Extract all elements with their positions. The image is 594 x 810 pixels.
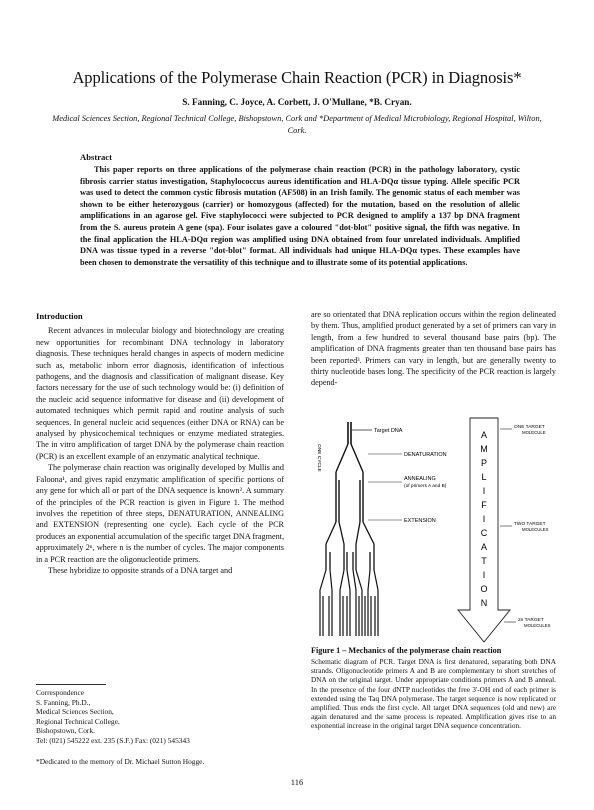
svg-text:A: A	[480, 542, 488, 552]
paper-title: Applications of the Polymerase Chain Reaction (PCR) in Diagnosis*	[72, 68, 522, 87]
abstract-body: This paper reports on three applications of the polymerase chain reaction (PCR) in the pathology laboratory, cystic fibrosis carrier status investigation, Staphylococcus aureus identification and HLA-DQα tissue typing. Allele specific PCR was used to detect the common cystic fibrosis mutation (AF508) in an Irish family. The genomic status of each member was shown to be either heterozygous (carrier) or homozygous (affected) for the mutation, based on the resolution of allelic amplifications in an agarose gel. Five staphylococci were subjected to PCR designed to amplify a 137 bp DNA fragment from the S. aureus protein A gene (spa). Four isolates gave a coloured "dot-blot" positive signal, the fifth was negative. In the final application the HLA-DQα region was amplified using DNA obtained from four unrelated individuals. Amplified DNA was tissue typed in a reverse "dot-blot" format. All individuals had unique HLA-DQα types. These examples have been chosen to demonstrate the versatility of this technique and to illustrate some of its potential applications.	[80, 165, 520, 267]
two-target-label: TWO TARGET	[514, 522, 546, 527]
svg-text:I: I	[482, 514, 486, 524]
correspondence-line: Bishopstown, Cork.	[36, 726, 95, 736]
correspondence-line: Medical Sciences Section,	[36, 707, 114, 717]
intro-paragraph-1: Recent advances in molecular biology and biotechnology are creating new opportunities for recombinant DNA technology in laboratory diagnosis. These techniques herald changes in aspects of modern medicine such as, metabolic inborn error diagnosis, identification of infectious pathogens, and the diagnosis and classification of malignant disease. Key factors necessary for the use of such technology would be: (i) definition of the nucleic acid sequence informative for disease and (ii) development of automated techniques which permit rapid and routine analysis of such sequences. In general nucleic acid sequences (either DNA or RNA) can be analysed by physicochemical techniques or enzyme mediated strategies. The in vitro amplification of target DNA by the polymerase chain reaction (PCR) is an excellent example of an enzymatic analytical technique.	[36, 326, 284, 461]
correspondence-line: Correspondence	[36, 688, 85, 697]
annealing-sub-label: (of primers A and B)	[404, 484, 447, 489]
footnote-rule	[36, 684, 106, 685]
svg-text:C: C	[480, 528, 488, 538]
n-target-sub: MOLECULES	[524, 623, 551, 628]
right-paragraph: are so orientated that DNA replication occurs within the region delineated by them. Thus, amplified product generated by a set of primers can vary in length, from a few hundred to several thousand base pairs (bp). The amplification of DNA fragments greater than ten thousand base pairs has been reported³. Primers can vary in length, but are generally twenty to thirty nucleotide bases long. The specificity of the PCR reaction is largely depend-	[311, 310, 556, 388]
intro-paragraph-2: The polymerase chain reaction was originally developed by Mullis and Faloona¹, and gives rapid enzymatic amplification of specific portions of any gene for which all or part of the DNA sequence is known². A summary of the principles of the PCR reaction is given in Figure 1. The method involves the repetition of three steps, DENATURATION, ANNEALING and EXTENSION (representing one cycle). Each cycle of the PCR produces an exponential accumulation of the specific target DNA fragment, approximately 2ⁿ, where n is the number of cycles. The major components in a PCR reaction are the oligonucleotide primers.	[36, 463, 284, 564]
correspondence-line: Tel: (021) 545222 ext. 235 (S.F.) Fax: (021) 545343	[36, 735, 190, 745]
correspondence-line: Regional Technical College,	[36, 716, 120, 726]
correspondence-line: S. Fanning, Ph.D.,	[36, 697, 91, 707]
target-dna-label: Target DNA	[374, 428, 403, 434]
denaturation-label: DENATURATION	[404, 452, 447, 458]
two-target-sub: MOLECULES	[522, 527, 549, 532]
left-column	[36, 311, 284, 576]
one-cycle-label: ONE CYCLE	[316, 444, 321, 472]
affiliation: Medical Sciences Section, Regional Technical College, Bishopstown, Cork and *Department of Medical Microbiology, Regional Hospital, Wilton, Cork.	[52, 114, 542, 135]
page-number: 116	[290, 777, 304, 787]
annealing-label: ANNEALING	[404, 476, 436, 482]
author-list: S. Fanning, C. Joyce, A. Corbett, J. O'Mullane, *B. Cryan.	[182, 97, 412, 107]
figure-caption-title: Figure 1 – Mechanics of the polymerase chain reaction	[311, 646, 502, 655]
svg-text:L: L	[481, 472, 487, 482]
dedication-footnote: *Dedicated to the memory of Dr. Michael Sutton Hogge.	[36, 757, 205, 766]
correspondence-block	[36, 688, 286, 746]
amplification-word	[480, 430, 488, 608]
svg-text:F: F	[481, 500, 487, 510]
one-target-sub: MOLECULE	[522, 430, 546, 435]
svg-text:T: T	[481, 556, 487, 566]
abstract-heading: Abstract	[80, 152, 112, 162]
pcr-diagram	[312, 404, 562, 644]
svg-text:P: P	[480, 458, 488, 468]
svg-text:A: A	[480, 430, 488, 440]
one-target-label: ONE TARGET	[514, 425, 545, 430]
right-column	[311, 309, 556, 389]
intro-heading: Introduction	[36, 311, 83, 321]
svg-text:N: N	[480, 598, 488, 608]
svg-text:I: I	[482, 570, 486, 580]
intro-paragraph-3: These hybridize to opposite strands of a DNA target and	[48, 565, 233, 575]
figure-caption: Schematic diagram of PCR. Target DNA is first denatured, separating both DNA strands. Oligonucleotide primers A and B are complementary to short stretches of DNA on the original target. Under appropriate conditions primers A and B anneal. In the presence of the four dNTP nucleotides the free 3'-OH end of each primer is extended using the Taq DNA polymerase. The target sequence is now replicated or amplified. Thus ends the first cycle. All target DNA sequences (old and new) are again denatured and the same process is repeated. Amplification gives rise to an exponential increase in the original target DNA sequence concentration.	[311, 657, 556, 731]
svg-text:O: O	[480, 584, 488, 594]
svg-text:M: M	[480, 444, 488, 454]
svg-text:I: I	[482, 486, 486, 496]
extension-label: EXTENSION	[404, 518, 436, 524]
n-target-label: 2n TARGET	[518, 618, 544, 623]
